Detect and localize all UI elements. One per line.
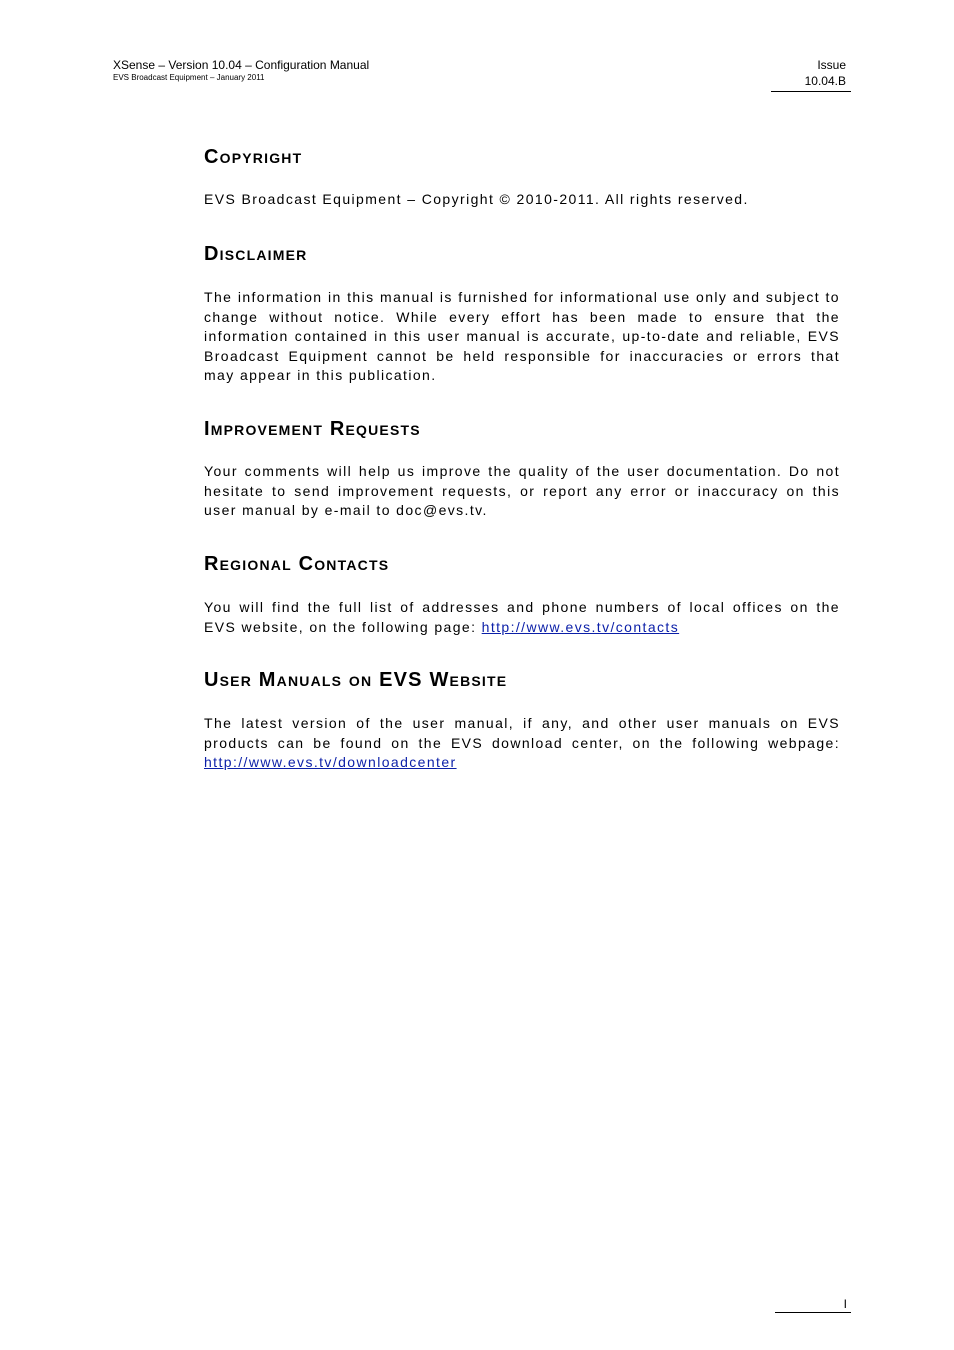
regional-contacts-paragraph [204,598,840,637]
issue-number: 10.04.B [804,74,846,88]
user-manuals-paragraph [204,714,840,773]
contacts-link[interactable]: http://www.evs.tv/contacts [481,618,680,635]
page-number: I [843,1297,847,1311]
page-footer [775,1296,851,1313]
issue-label: Issue [817,58,846,72]
download-center-link[interactable]: http://www.evs.tv/downloadcenter [204,754,457,770]
heading-improvement-requests: Improvement Requests [204,418,421,440]
header-rule [771,91,851,92]
copyright-text: EVS Broadcast Equipment – Copyright © 2010-2011. All rights reserved. [204,191,749,207]
header-title: XSense – Version 10.04 – Configuration Manual [113,58,370,72]
heading-copyright: Copyright [204,146,303,168]
disclaimer-text: The information in this manual is furnished for informational use only and subject to change without notice. While every effort has been made to ensure that the information contained in this user manual is accurate, up-to-date and reliable, EVS Broadcast Equipment cannot be held responsible for inaccuracies or errors that may appear in this publication. [204,289,840,383]
heading-regional-contacts: Regional Contacts [204,553,390,575]
issue-block [771,57,851,92]
heading-disclaimer: Disclaimer [204,243,308,265]
header-subtitle: EVS Broadcast Equipment – January 2011 [113,73,265,82]
footer-rule [775,1312,851,1313]
heading-user-manuals: User Manuals on EVS Website [204,669,508,691]
regional-contacts-text: You will find the full list of addresses and phone numbers of local offices on the EVS website, on the following page: [204,599,840,635]
page-header [113,57,369,83]
user-manuals-text: The latest version of the user manual, if any, and other user manuals on EVS products can be found on the EVS download center, on the following webpage: [204,715,840,751]
improvement-requests-text: Your comments will help us improve the quality of the user documentation. Do not hesitate to send improvement requests, or report any error or inaccuracy on this user manual by e-mail to doc@evs.tv. [204,463,840,518]
